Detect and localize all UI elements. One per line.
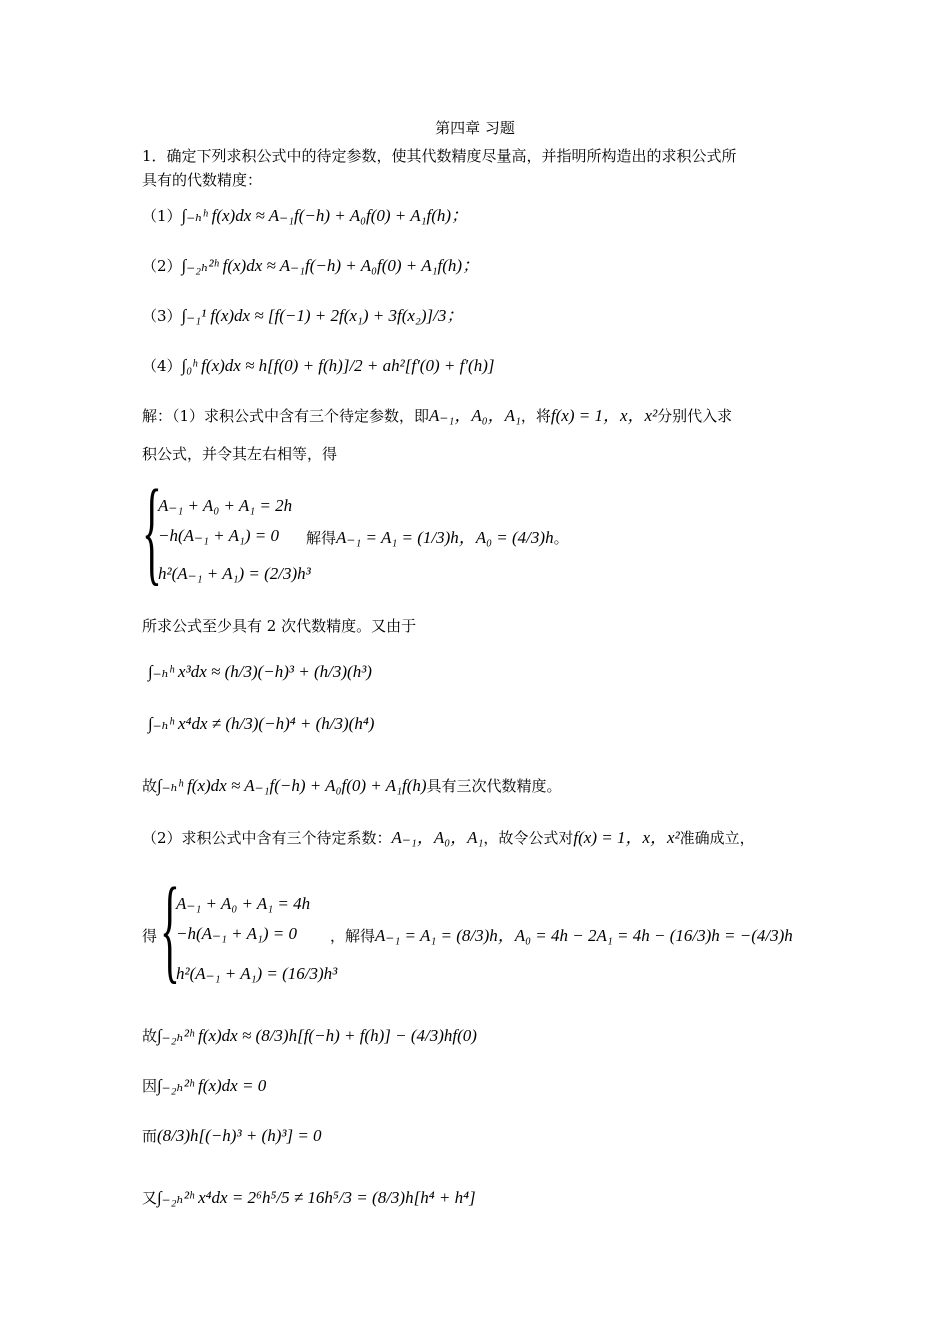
check-x4: ∫₋ₕʰ x⁴dx ≠ (h/3)(−h)⁴ + (h/3)(h⁴) — [148, 714, 375, 733]
system1-eq-3: h²(A₋₁ + A₁) = (2/3)h³ — [158, 564, 311, 583]
solution2-funcs: f(x) = 1，x，x² — [573, 828, 680, 847]
precision-text: 所求公式至少具有 2 次代数精度。又由于 — [142, 617, 417, 635]
er-formula: (8/3)h[(−h)³ + (h)³] = 0 — [157, 1126, 322, 1145]
system2-eq-2: −h(A₋₁ + A₁) = 0 — [176, 924, 297, 943]
problem-item-1 — [142, 206, 468, 226]
problem-intro-line-2: 具有的代数精度： — [142, 171, 263, 189]
solution1-mid: ，将 — [520, 407, 551, 425]
system1-eq-2: −h(A₋₁ + A₁) = 0 — [158, 526, 279, 545]
problem-item-2 — [142, 256, 479, 276]
item-label: （4） — [142, 357, 182, 375]
solution1-conclusion — [142, 776, 562, 796]
solution2-mid: ，故令公式对 — [483, 829, 574, 847]
solve-label: 解得 — [306, 529, 337, 547]
chapter-title: 第四章 习题 — [435, 119, 515, 137]
solution2-er — [142, 1126, 322, 1146]
solution2-text: （2）求积公式中含有三个待定系数： — [142, 829, 392, 847]
item-label: （1） — [142, 207, 182, 225]
solution1-end: 分别代入求 — [657, 407, 733, 425]
solution1-params: A₋₁，A₀，A₁ — [429, 406, 521, 425]
item-formula: ∫₋₁¹ f(x)dx ≈ [f(−1) + 2f(x₁) + 3f(x₂)]/3； — [181, 306, 464, 325]
gu-formula: ∫₋₂ₕ²ʰ f(x)dx ≈ (8/3)h[f(−h) + f(h)] − (4/3)hf(0) — [157, 1026, 477, 1045]
problem-intro-line-1: 1．确定下列求积公式中的待定参数，使其代数精度尽量高，并指明所构造出的求积公式所 — [142, 147, 737, 165]
solution2-get-label: 得 — [142, 927, 158, 945]
solution1-text: 解：（1）求积公式中含有三个待定参数，即 — [142, 407, 430, 425]
item-formula: ∫₀ʰ f(x)dx ≈ h[f(0) + f(h)]/2 + ah²[f′(0) + f′(h)] — [181, 356, 495, 375]
solve-result: A₋₁ = A₁ = (1/3)h，A₀ = (4/3)h — [336, 528, 554, 547]
solution2-yin — [142, 1076, 266, 1096]
conclusion-prefix: 故 — [142, 777, 158, 795]
problem-item-4 — [142, 356, 494, 376]
solution2-solve — [330, 926, 793, 946]
yin-formula: ∫₋₂ₕ²ʰ f(x)dx = 0 — [157, 1076, 267, 1095]
solution1-funcs: f(x) = 1，x，x² — [550, 406, 658, 425]
solution2-end: 准确成立， — [679, 829, 755, 847]
solution1-solve — [306, 528, 569, 548]
gu-prefix: 故 — [142, 1027, 158, 1045]
solution1-line-1 — [142, 406, 732, 426]
solve-label: ，解得 — [330, 927, 376, 945]
you-formula: ∫₋₂ₕ²ʰ x⁴dx = 2⁶h⁵/5 ≠ 16h⁵/3 = (8/3)h[h⁴ + h⁴] — [157, 1188, 476, 1207]
you-prefix: 又 — [142, 1189, 158, 1207]
system-brace-2: { — [160, 863, 180, 994]
er-prefix: 而 — [142, 1127, 158, 1145]
system-brace-1: { — [142, 465, 162, 596]
system2-eq-3: h²(A₋₁ + A₁) = (16/3)h³ — [176, 964, 338, 983]
solution2-gu — [142, 1026, 477, 1046]
solve-end: 。 — [553, 529, 569, 547]
conclusion-formula: ∫₋ₕʰ f(x)dx ≈ A₋₁f(−h) + A₀f(0) + A₁f(h) — [157, 776, 427, 795]
solve-result: A₋₁ = A₁ = (8/3)h，A₀ = 4h − 2A₁ = 4h − (16/3)h = −(4/3)h — [375, 926, 793, 945]
yin-prefix: 因 — [142, 1077, 158, 1095]
system2-eq-1: A₋₁ + A₀ + A₁ = 4h — [176, 894, 311, 913]
solution1-line-2: 积公式，并令其左右相等，得 — [142, 445, 338, 463]
solution2-params: A₋₁，A₀，A₁ — [391, 828, 484, 847]
problem-item-3 — [142, 306, 463, 326]
item-label: （2） — [142, 257, 182, 275]
solution2-you — [142, 1188, 476, 1208]
item-label: （3） — [142, 307, 182, 325]
solution2-line-1 — [142, 828, 755, 848]
item-formula: ∫₋₂ₕ²ʰ f(x)dx ≈ A₋₁f(−h) + A₀f(0) + A₁f(h)； — [181, 256, 480, 275]
item-formula: ∫₋ₕʰ f(x)dx ≈ A₋₁f(−h) + A₀f(0) + A₁f(h)； — [181, 206, 469, 225]
conclusion-suffix: 具有三次代数精度。 — [426, 777, 562, 795]
check-x3: ∫₋ₕʰ x³dx ≈ (h/3)(−h)³ + (h/3)(h³) — [148, 662, 372, 681]
system1-eq-1: A₋₁ + A₀ + A₁ = 2h — [158, 496, 293, 515]
